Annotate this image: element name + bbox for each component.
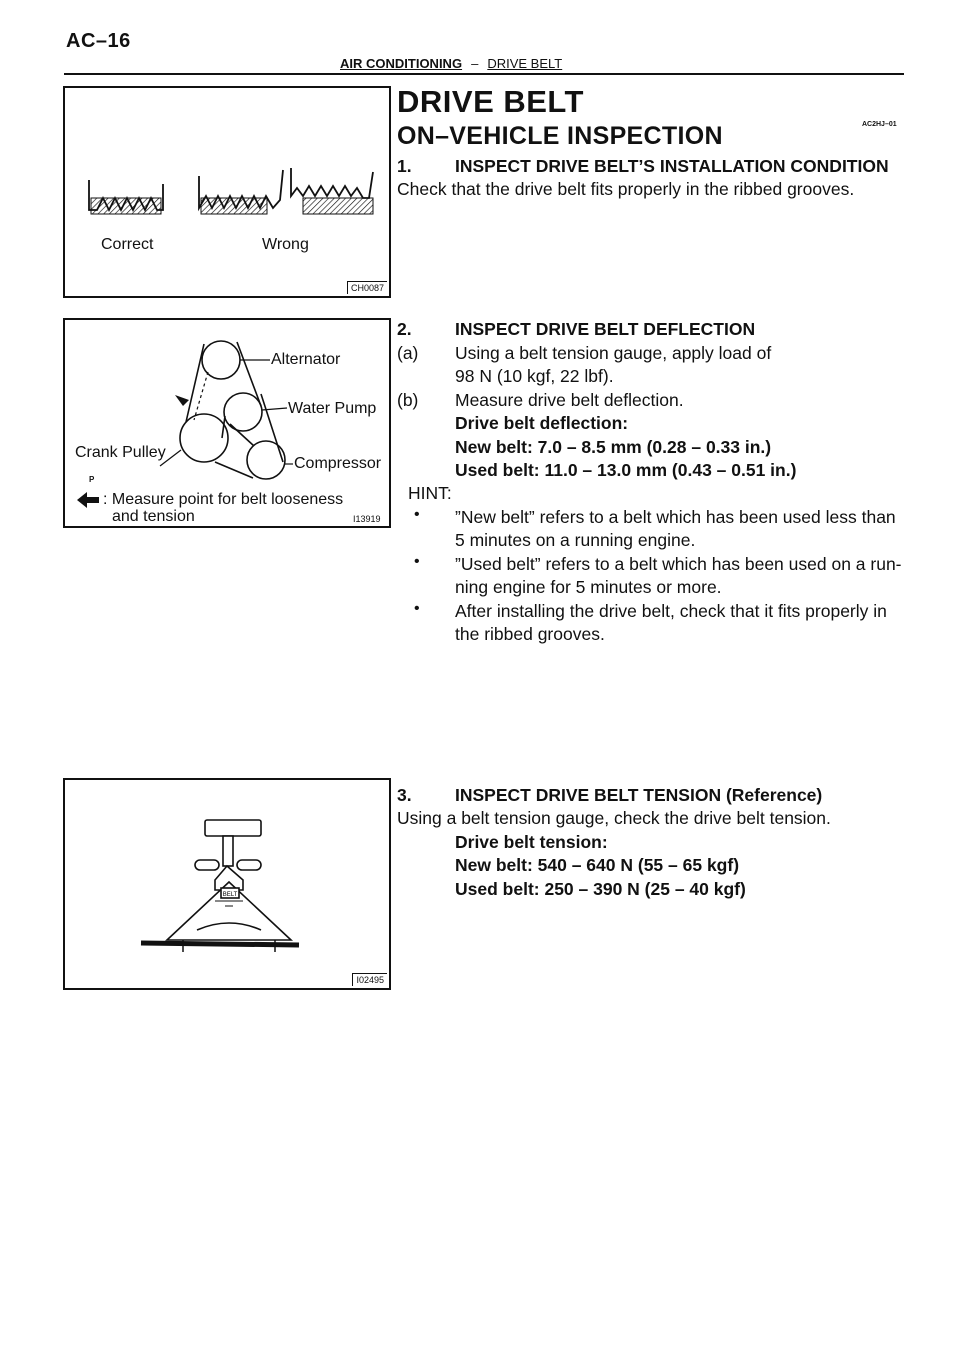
- tension-gauge-illustration: [65, 780, 393, 992]
- deflection-spec-new: New belt: 7.0 – 8.5 mm (0.28 – 0.33 in.): [455, 437, 772, 457]
- step2a-line1: Using a belt tension gauge, apply load of: [455, 343, 772, 363]
- label-correct: Correct: [101, 236, 154, 253]
- step1-heading: [397, 155, 889, 178]
- tension-spec-new: New belt: 540 – 640 N (55 – 65 kgf): [455, 855, 740, 875]
- figure-code: I13919: [353, 514, 381, 524]
- step1-number: 1.: [397, 156, 412, 176]
- header-rule: [64, 73, 904, 75]
- step2b-line1: Measure drive belt deflection.: [455, 390, 684, 410]
- step3-heading: [397, 784, 822, 807]
- legend-underline: [112, 526, 232, 527]
- hint2-line1: ”Used belt” refers to a belt which has been used on a run-: [455, 554, 902, 574]
- hint-bullet-1: •: [414, 506, 420, 523]
- water-pump-pulley: [224, 393, 262, 431]
- deflection-spec-title: Drive belt deflection:: [455, 413, 629, 433]
- page-title: DRIVE BELT: [397, 84, 584, 119]
- belt-fit-illustration: [65, 88, 393, 300]
- figure-belt-fit: [63, 86, 391, 298]
- hint-bullet-2: •: [414, 553, 420, 570]
- hint2-line2: ning engine for 5 minutes or more.: [455, 577, 722, 597]
- hint3-line1: After installing the drive belt, check that it fits properly in: [455, 601, 887, 621]
- step2-heading: [397, 318, 755, 341]
- step2a-line2: 98 N (10 kgf, 22 lbf).: [455, 366, 614, 386]
- hint-bullet-3: •: [414, 600, 420, 617]
- step2b: [397, 389, 684, 412]
- hint-label: HINT:: [408, 483, 452, 503]
- figure-code: CH0087: [347, 281, 387, 294]
- label-crank-pulley: Crank Pulley: [75, 444, 166, 461]
- crank-pulley: [180, 414, 228, 462]
- gauge-text: BELT: [222, 892, 238, 898]
- step3-text: Using a belt tension gauge, check the drive belt tension.: [397, 808, 831, 828]
- legend-line-2: and tension: [112, 508, 195, 525]
- compressor-pulley: [247, 441, 285, 479]
- label-compressor: Compressor: [294, 455, 382, 472]
- measure-point-arrow: [175, 395, 189, 406]
- figure-tension-gauge: [63, 778, 391, 990]
- step1-text: Check that the drive belt fits properly in the ribbed grooves.: [397, 179, 855, 199]
- tension-spec-title: Drive belt tension:: [455, 832, 608, 852]
- gauge-stem: [223, 836, 233, 866]
- step2-heading-text: INSPECT DRIVE BELT DEFLECTION: [455, 319, 756, 339]
- step3-number: 3.: [397, 785, 412, 805]
- label-marker-p: P: [89, 475, 95, 484]
- belt-wrong-diagram-1: [199, 170, 283, 214]
- step2-number: 2.: [397, 319, 412, 339]
- running-head: [340, 56, 562, 71]
- page-id: AC–16: [66, 30, 131, 52]
- page-subtitle: ON–VEHICLE INSPECTION: [397, 122, 723, 150]
- figure-code: I02495: [352, 973, 387, 986]
- label-water-pump: Water Pump: [288, 400, 377, 417]
- gauge-handle: [205, 820, 261, 836]
- section-title: AIR CONDITIONING: [340, 56, 463, 71]
- deflection-spec-used: Used belt: 11.0 – 13.0 mm (0.43 – 0.51 in.): [455, 460, 797, 480]
- belt-correct-diagram: [89, 180, 163, 214]
- header-separator: –: [471, 56, 479, 71]
- step2a: [397, 342, 771, 365]
- tension-spec-used: Used belt: 250 – 390 N (25 – 40 kgf): [455, 879, 746, 899]
- label-wrong: Wrong: [262, 236, 309, 253]
- belt-wrong-diagram-2: [291, 168, 373, 214]
- figure-belt-layout: [63, 318, 391, 528]
- step2a-label: (a): [397, 343, 419, 363]
- hint1-line2: 5 minutes on a running engine.: [455, 530, 696, 550]
- doc-code: AC2HJ–01: [862, 121, 897, 128]
- label-alternator: Alternator: [271, 351, 341, 368]
- hint1-line1: ”New belt” refers to a belt which has been used less than: [455, 507, 896, 527]
- step1-heading-text: INSPECT DRIVE BELT’S INSTALLATION CONDITION: [455, 156, 889, 176]
- step2b-label: (b): [397, 390, 419, 410]
- legend-line-1: : Measure point for belt looseness: [103, 491, 344, 508]
- legend-arrow-icon: [77, 492, 99, 508]
- hint3-line2: the ribbed grooves.: [455, 624, 605, 644]
- step3-heading-text: INSPECT DRIVE BELT TENSION (Reference): [455, 785, 823, 805]
- subsection-title: DRIVE BELT: [487, 56, 563, 71]
